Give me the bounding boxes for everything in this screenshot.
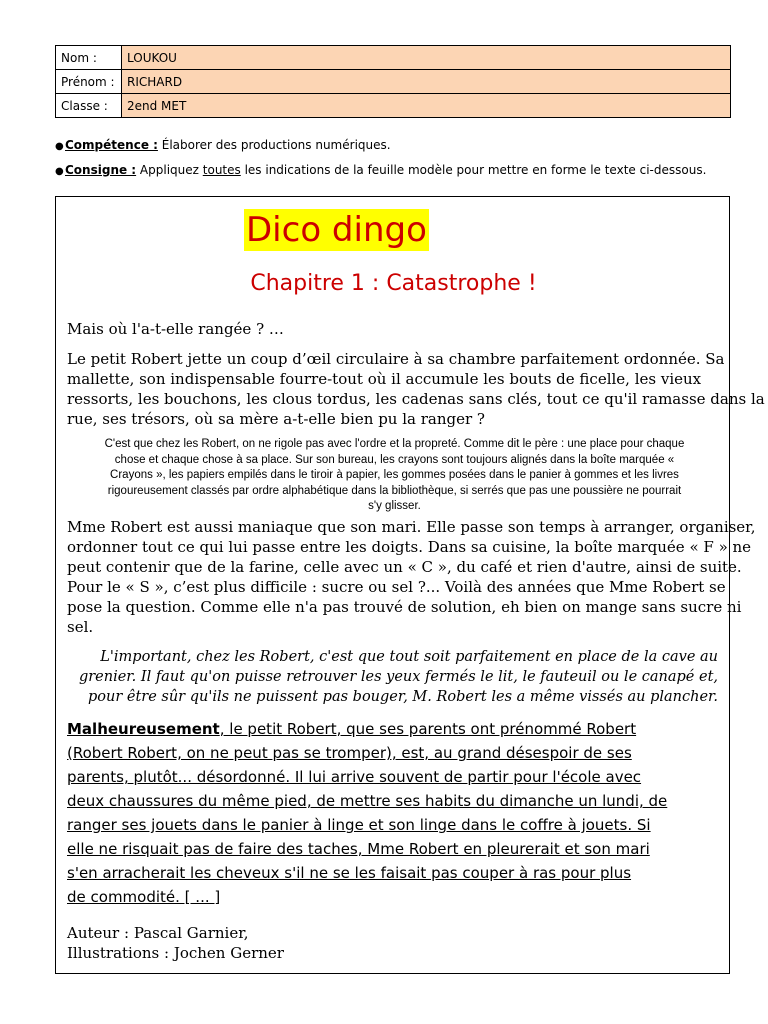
info-value[interactable]: LOUKOU — [122, 46, 731, 70]
text-line: mallette, son indispensable fourre-tout où il accumule les bouts de ficelle, les vieux — [67, 370, 702, 388]
paragraph-malheureusement — [67, 717, 722, 909]
text-line: pour être sûr qu'ils ne puissent pas bouger, M. Robert les a même vissés au plancher. — [87, 689, 718, 705]
text-line: ordonner tout ce qui lui passe entre les doigts. Dans sa cuisine, la boîte marquée « F » ne — [67, 538, 752, 556]
info-value[interactable]: RICHARD — [122, 70, 731, 94]
text-line: L'important, chez les Robert, c'est que tout soit parfaitement en place de la cave au — [100, 649, 718, 665]
bullet-competence — [55, 136, 755, 161]
info-label: Prénom : — [56, 70, 122, 94]
lead-word: Malheureusement — [67, 720, 220, 738]
text-line: ranger ses jouets dans le panier à linge et son linge dans le coffre à jouets. Si — [67, 816, 651, 834]
info-row-prenom — [56, 70, 731, 94]
paragraph-order — [67, 437, 722, 515]
paragraph-important-italic — [67, 647, 718, 707]
consigne-emphasis: toutes — [202, 163, 241, 177]
text-line: Le petit Robert jette un coup d’œil circulaire à sa chambre parfaitement ordonnée. Sa — [67, 350, 725, 368]
text-line: (Robert Robert, on ne peut pas se tromper), est, au grand désespoir de ses — [67, 744, 632, 762]
student-info-table — [55, 45, 731, 118]
text-line: ressorts, les bouchons, les clous tordus, les cadenas sans clés, tout ce qu'il ramasse dans la — [67, 390, 765, 408]
text-line: pose la question. Comme elle n'a pas trouvé de solution, eh bien on mange sans sucre ni — [67, 598, 742, 616]
text-line: peut contenir que de la farine, celle avec un « C », du café et rien d'autre, ainsi de suite. — [67, 558, 742, 576]
consigne-text-end: les indications de la feuille modèle pour mettre en forme le texte ci-dessous. — [240, 163, 707, 177]
bullet-icon: ● — [55, 141, 64, 152]
bullet-consigne — [55, 161, 755, 186]
info-value[interactable]: 2end MET — [122, 94, 731, 118]
text-line: C'est que chez les Robert, on ne rigole pas avec l'ordre et la propreté. Comme dit le père : une place pour chaque — [104, 438, 685, 450]
text-line: s'en arracherait les cheveux s'il ne se les faisait pas couper à ras pour plus — [67, 864, 632, 882]
instructions — [55, 136, 755, 186]
document-title: Dico dingo — [246, 210, 427, 250]
competence-label: Compétence : — [65, 138, 158, 152]
text-line: de commodité. [ ... ] — [67, 888, 221, 906]
document-frame — [55, 196, 765, 974]
paragraph-mme-robert — [67, 517, 756, 637]
info-row-nom — [56, 46, 731, 70]
text-line: s'y glisser. — [368, 500, 421, 512]
text-line — [67, 717, 722, 741]
credits — [67, 923, 722, 963]
paragraph-intro: Mais où l'a-t-elle rangée ? … — [67, 320, 284, 338]
text-line: Mme Robert est aussi maniaque que son mari. Elle passe son temps à arranger, organiser, — [67, 518, 756, 536]
text-line: chose et chaque chose à sa place. Sur son bureau, les crayons sont toujours alignés dans la boîte marquée « — [114, 453, 675, 466]
text-line: rue, ses trésors, où sa mère a-t-elle bien pu la ranger ? — [67, 410, 485, 428]
text-segment: , le petit Robert, que ses parents ont prénommé Robert — [219, 720, 637, 738]
text-line: grenier. Il faut qu'on puisse retrouver les yeux fermés le lit, le fauteuil ou le canapé et, — [78, 669, 718, 685]
text-line: Pour le « S », c’est plus difficile : sucre ou sel ?... Voilà des années que Mme Robert se — [67, 578, 726, 596]
info-label: Nom : — [56, 46, 122, 70]
chapter-heading: Chapitre 1 : Catastrophe ! — [250, 271, 537, 296]
text-line: elle ne risquait pas de faire des taches, Mme Robert en pleurerait et son mari — [67, 840, 650, 858]
text-line: sel. — [67, 618, 94, 636]
text-line: deux chaussures du même pied, de mettre ses habits du dimanche un lundi, de — [67, 792, 668, 810]
text-line: parents, plutôt... désordonné. Il lui arrive souvent de partir pour l'école avec — [67, 768, 642, 786]
bullet-icon: ● — [55, 166, 64, 177]
text-line: rigoureusement classés par ordre alphabétique dans la bibliothèque, si serrés que pas une poussière ne pourrait — [107, 484, 682, 497]
illustrator-line: Illustrations : Jochen Gerner — [67, 944, 284, 962]
author-line: Auteur : Pascal Garnier, — [67, 924, 249, 942]
consigne-label: Consigne : — [65, 163, 137, 177]
info-label: Classe : — [56, 94, 122, 118]
text-line: Crayons », les papiers empilés dans le tiroir à papier, les gommes posées dans le panier à gommes et les livres — [110, 469, 679, 481]
info-row-classe — [56, 94, 731, 118]
paragraph-robert-room — [67, 349, 765, 429]
consigne-text: Appliquez — [136, 163, 203, 177]
competence-text: Élaborer des productions numériques. — [157, 138, 391, 152]
